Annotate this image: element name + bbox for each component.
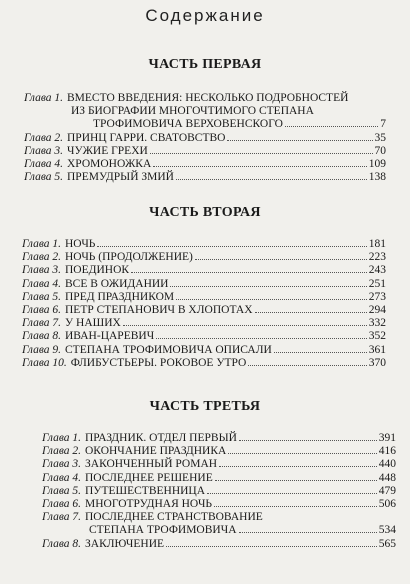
chapter-label: Глава 2. bbox=[22, 251, 61, 264]
chapter-title: У НАШИХ bbox=[65, 317, 121, 330]
dot-leader bbox=[131, 272, 367, 273]
chapter-label: Глава 2. bbox=[24, 131, 63, 144]
chapter-title: ПОСЛЕДНЕЕ РЕШЕНИЕ bbox=[85, 471, 213, 484]
page-number: 251 bbox=[368, 277, 386, 290]
page-number: 181 bbox=[368, 238, 386, 250]
dot-leader bbox=[228, 453, 376, 454]
page-number: 109 bbox=[368, 158, 386, 170]
chapter-title: ПЕТР СТЕПАНОВИЧ В ХЛОПОТАХ bbox=[65, 304, 253, 316]
chapter-title-line: СТЕПАНА ТРОФИМОВИЧА bbox=[89, 524, 237, 537]
page-number: 479 bbox=[378, 484, 396, 497]
dot-leader bbox=[97, 246, 366, 247]
chapter-label: Глава 4. bbox=[42, 471, 81, 484]
chapter-title: НОЧЬ bbox=[65, 238, 96, 250]
page-number: 370 bbox=[368, 356, 386, 369]
chapter-title: СТЕПАНА ТРОФИМОВИЧА ОПИСАЛИ bbox=[65, 343, 272, 356]
chapter-label: Глава 10. bbox=[22, 356, 67, 369]
page-number: 440 bbox=[378, 458, 396, 471]
chapter-title: ХРОМОНОЖКА bbox=[67, 158, 152, 170]
page-number: 294 bbox=[368, 304, 386, 316]
chapter-label: Глава 5. bbox=[24, 171, 63, 184]
chapter-title: ЗАКЛЮЧЕНИЕ bbox=[85, 537, 165, 550]
toc-entry bbox=[42, 472, 396, 485]
toc-entry bbox=[22, 264, 386, 277]
chapter-label: Глава 4. bbox=[22, 277, 61, 290]
chapter-title-line: ИЗ БИОГРАФИИ МНОГОЧТИМОГО СТЕПАНА bbox=[71, 105, 314, 118]
toc-entry bbox=[22, 304, 386, 317]
page-title: Содержание bbox=[145, 6, 265, 25]
chapter-title: ФЛИБУСТЬЕРЫ. РОКОВОЕ УТРО bbox=[70, 356, 247, 369]
chapter-label: Глава 7. bbox=[42, 511, 81, 524]
chapter-title-line: ТРОФИМОВИЧА ВЕРХОВЕНСКОГО bbox=[93, 118, 283, 131]
chapter-title: ПРИНЦ ГАРРИ. СВАТОВСТВО bbox=[67, 131, 226, 144]
dot-leader bbox=[285, 126, 378, 127]
toc-entry bbox=[42, 445, 396, 458]
chapter-label: Глава 1. bbox=[22, 238, 61, 250]
toc-entry bbox=[22, 291, 386, 304]
chapter-title: ПОЕДИНОК bbox=[65, 264, 130, 277]
chapter-title: ВМЕСТО ВВЕДЕНИЯ: НЕСКОЛЬКО ПОДРОБНОСТЕЙ bbox=[67, 92, 349, 104]
chapter-label: Глава 2. bbox=[42, 445, 81, 458]
chapter-label: Глава 1. bbox=[24, 92, 63, 104]
toc-entry bbox=[24, 158, 386, 171]
dot-leader bbox=[195, 259, 367, 260]
toc-entry bbox=[24, 92, 386, 105]
page-number: 534 bbox=[378, 524, 396, 537]
toc-entry bbox=[22, 317, 386, 330]
toc-entry bbox=[22, 238, 386, 251]
chapter-title: ВСЕ В ОЖИДАНИИ bbox=[65, 277, 169, 290]
dot-leader bbox=[176, 299, 367, 300]
dot-leader bbox=[239, 440, 377, 441]
dot-leader bbox=[255, 312, 367, 313]
page-number: 7 bbox=[380, 118, 386, 131]
dot-leader bbox=[274, 352, 367, 353]
chapter-label: Глава 8. bbox=[22, 330, 61, 343]
dot-leader bbox=[248, 365, 366, 366]
dot-leader bbox=[150, 153, 373, 154]
page-number: 243 bbox=[368, 264, 386, 277]
chapter-title: ПРЕМУДРЫЙ ЗМИЙ bbox=[67, 171, 174, 184]
toc-entry bbox=[22, 278, 386, 291]
dot-leader bbox=[166, 546, 377, 547]
dot-leader bbox=[215, 480, 377, 481]
page-number: 70 bbox=[374, 144, 386, 157]
toc-entry bbox=[42, 458, 396, 471]
page-number: 361 bbox=[368, 343, 386, 356]
dot-leader bbox=[207, 493, 377, 494]
page-number: 506 bbox=[378, 498, 396, 510]
dot-leader bbox=[170, 286, 366, 287]
chapter-label: Глава 7. bbox=[22, 317, 61, 330]
toc-entry bbox=[42, 498, 396, 511]
dot-leader bbox=[239, 532, 377, 533]
chapter-title: ЗАКОНЧЕННЫЙ РОМАН bbox=[85, 458, 218, 471]
chapter-label: Глава 3. bbox=[24, 144, 63, 157]
chapter-label: Глава 4. bbox=[24, 158, 63, 170]
chapter-label: Глава 9. bbox=[22, 343, 61, 356]
chapter-label: Глава 6. bbox=[22, 304, 61, 316]
page-number: 416 bbox=[378, 445, 396, 458]
chapter-title: ИВАН-ЦАРЕВИЧ bbox=[65, 330, 155, 343]
chapter-label: Глава 5. bbox=[42, 484, 81, 497]
dot-leader bbox=[153, 166, 366, 167]
chapter-title: ПУТЕШЕСТВЕННИЦА bbox=[85, 484, 206, 497]
chapter-title: ОКОНЧАНИЕ ПРАЗДНИКА bbox=[85, 445, 227, 458]
page-number: 332 bbox=[368, 317, 386, 330]
chapter-label: Глава 8. bbox=[42, 537, 81, 550]
toc-entry-continuation bbox=[89, 118, 386, 131]
page-number: 391 bbox=[378, 432, 396, 444]
page-number: 448 bbox=[378, 471, 396, 484]
chapter-label: Глава 6. bbox=[42, 498, 81, 510]
toc-entry-continuation bbox=[67, 105, 386, 118]
page-number: 273 bbox=[368, 290, 386, 303]
toc-entry bbox=[24, 132, 386, 145]
toc-entry bbox=[24, 145, 386, 158]
chapter-label: Глава 5. bbox=[22, 290, 61, 303]
toc-entry bbox=[42, 511, 396, 524]
chapter-title: ПОСЛЕДНЕЕ СТРАНСТВОВАНИЕ bbox=[85, 511, 263, 524]
page-number: 352 bbox=[368, 330, 386, 343]
part-heading: ЧАСТЬ ПЕРВАЯ bbox=[148, 57, 262, 72]
dot-leader bbox=[156, 338, 367, 339]
page-number: 565 bbox=[378, 537, 396, 550]
chapter-title: ПРАЗДНИК. ОТДЕЛ ПЕРВЫЙ bbox=[85, 432, 237, 444]
toc-entry bbox=[42, 432, 396, 445]
dot-leader bbox=[214, 506, 377, 507]
part-heading: ЧАСТЬ ТРЕТЬЯ bbox=[149, 399, 261, 414]
chapter-title: ЧУЖИЕ ГРЕХИ bbox=[67, 144, 148, 157]
toc-entry bbox=[22, 251, 386, 264]
toc-entry-continuation bbox=[85, 524, 396, 537]
chapter-label: Глава 3. bbox=[42, 458, 81, 471]
toc-entry bbox=[22, 330, 386, 343]
chapter-title: МНОГОТРУДНАЯ НОЧЬ bbox=[85, 498, 213, 510]
toc-entry bbox=[24, 171, 386, 184]
toc-entry bbox=[22, 344, 386, 357]
page-number: 223 bbox=[368, 251, 386, 264]
chapter-label: Глава 3. bbox=[22, 264, 61, 277]
toc-entry bbox=[42, 538, 396, 551]
toc-entry bbox=[42, 485, 396, 498]
chapter-title: ПРЕД ПРАЗДНИКОМ bbox=[65, 290, 175, 303]
dot-leader bbox=[219, 466, 377, 467]
chapter-label: Глава 1. bbox=[42, 432, 81, 444]
toc-entry bbox=[22, 357, 386, 370]
page-number: 138 bbox=[368, 171, 386, 184]
chapter-title: НОЧЬ (ПРОДОЛЖЕНИЕ) bbox=[65, 251, 193, 264]
dot-leader bbox=[227, 140, 372, 141]
dot-leader bbox=[176, 179, 367, 180]
part-heading: ЧАСТЬ ВТОРАЯ bbox=[149, 205, 261, 220]
dot-leader bbox=[123, 325, 367, 326]
page-number: 35 bbox=[374, 131, 386, 144]
